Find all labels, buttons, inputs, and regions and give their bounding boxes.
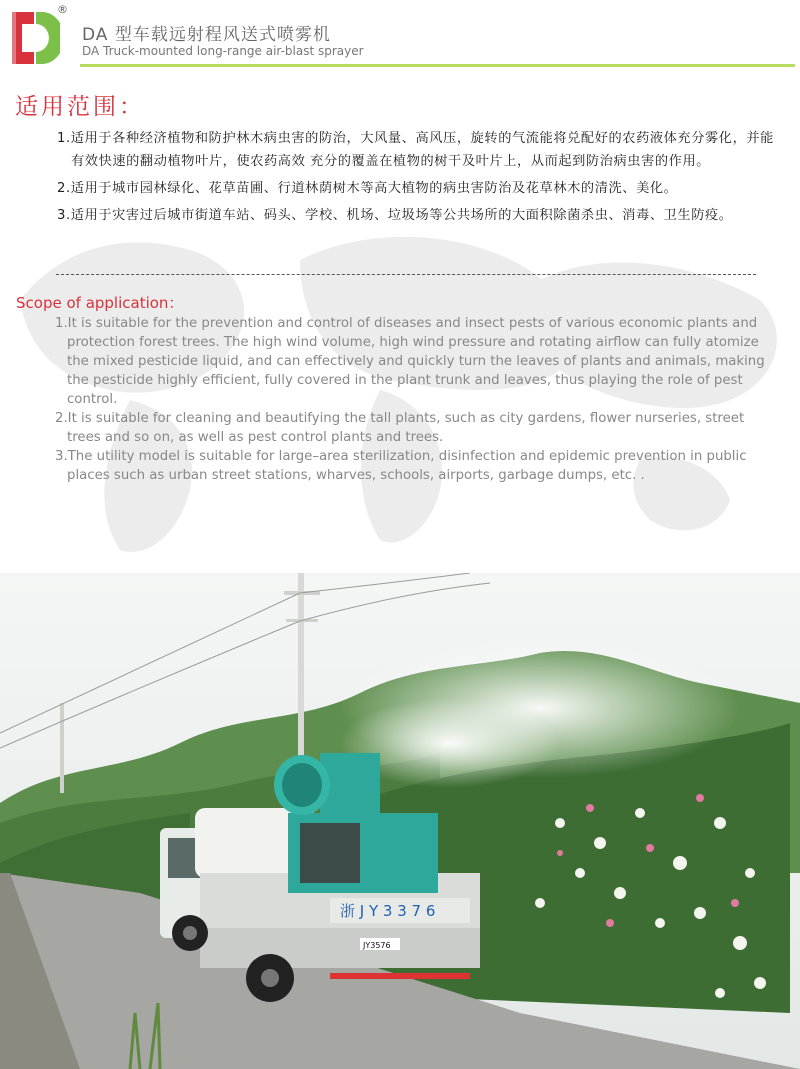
scope-title-en: Scope of application：: [16, 294, 184, 312]
header: [0, 0, 800, 70]
list-item: 2.适用于城市园林绿化、花草苗圃、行道林荫树木等高大植物的病虫害防治及花草林木的清洗、美化。: [57, 181, 678, 196]
list-item: 1.It is suitable for the prevention and control of diseases and insect pests of various economic plants and protection forest trees. The high wind volume, high wind pressure and rotating airflow can fully atomize the mixed pesticide liquid, and can effectively and quickly turn the leaves of plants and animals, making the pesticide highly efficient, fully covered in the plant trunk and leaves, thus playing the role of pest control.: [55, 316, 765, 407]
section-divider: [56, 274, 756, 275]
scope-list-cn: [57, 127, 777, 231]
truck-plate: 浙 J Y 3 3 7 6: [340, 902, 436, 920]
list-item: 3.The utility model is suitable for large–area sterilization, disinfection and epidemic prevention in public places such as urban street stations, wharves, schools, airports, garbage dumps, etc. .: [55, 449, 747, 483]
product-title-en: DA Truck-mounted long-range air-blast sprayer: [82, 44, 364, 58]
registered-mark: ®: [57, 3, 68, 16]
scope-list-en: [55, 314, 775, 485]
rear-plate: JY3576: [363, 941, 391, 950]
list-item: 3.适用于灾害过后城市街道车站、码头、学校、机场、垃圾场等公共场所的大面积除菌杀虫、消毒、卫生防疫。: [57, 208, 733, 223]
list-item: 1.适用于各种经济植物和防护林木病虫害的防治，大风量、高风压，旋转的气流能将兑配好的农药液体充分雾化，并能有效快速的翻动植物叶片，使农药高效 充分的覆盖在植物的树干及叶片上，从而起到防治病虫害的作用。: [57, 131, 774, 169]
brand-logo-icon: [12, 8, 60, 66]
scope-title-cn: 适用范围：: [15, 94, 145, 120]
list-item: 2.It is suitable for cleaning and beautifying the tall plants, such as city gardens, flower nurseries, street trees and so on, as well as pest control plants and trees.: [55, 411, 745, 445]
header-divider: [80, 64, 795, 67]
sprayer-truck-photo: [0, 573, 800, 1069]
product-title-cn: DA 型车载远射程风送式喷雾机: [82, 25, 331, 45]
